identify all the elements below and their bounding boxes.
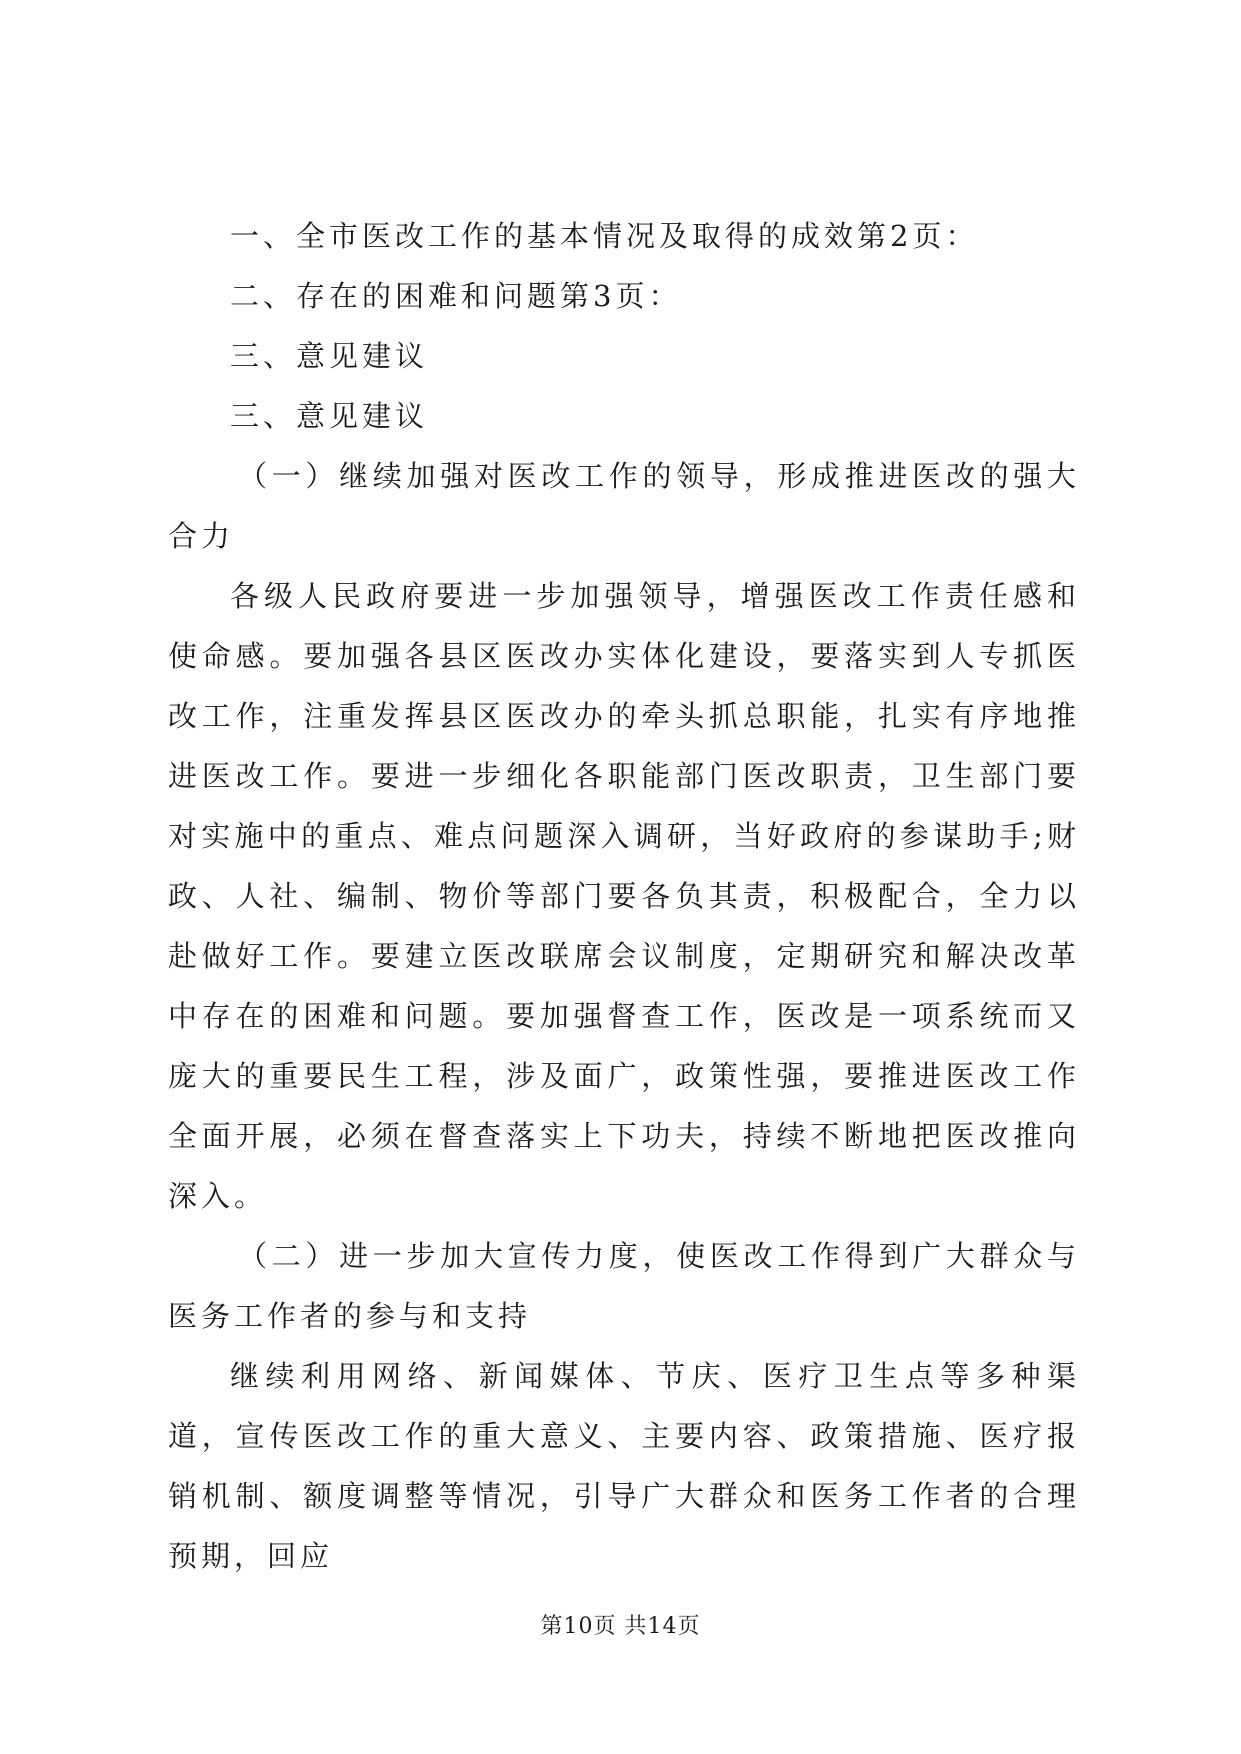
toc-item-3: 三、意见建议 [230,339,429,373]
page-footer: 第10页 共14页 [540,1614,701,1639]
section-heading-2: （二）进一步加大宣传力度，使医改工作得到广大群众与医务工作者的参与和支持 [168,1239,1080,1333]
toc-item-1: 一、全市医改工作的基本情况及取得的成效第2页： [230,219,979,253]
section-paragraph-2: 继续利用网络、新闻媒体、节庆、医疗卫生点等多种渠道，宣传医改工作的重大意义、主要内容、政策措施、医疗报销机制、额度调整等情况，引导广大群众和医务工作者的合理预期，回应 [168,1359,1080,1573]
toc-item-4: 三、意见建议 [230,399,429,433]
section-paragraph-1: 各级人民政府要进一步加强领导，增强医改工作责任感和使命感。要加强各县区医改办实体化建设，要落实到人专抓医改工作，注重发挥县区医改办的牵头抓总职能，扎实有序地推进医改工作。要进一步细化各职能部门医改职责，卫生部门要对实施中的重点、难点问题深入调研，当好政府的参谋助手;财政、人社、编制、物价等部门要各负其责，积极配合，全力以赴做好工作。要建立医改联席会议制度，定期研究和解决改革中存在的困难和问题。要加强督查工作，医改是一项系统而又庞大的重要民生工程，涉及面广，政策性强，要推进医改工作全面开展，必须在督查落实上下功夫，持续不断地把医改推向深入。 [168,579,1080,1213]
toc-item-2: 二、存在的困难和问题第3页： [230,279,682,313]
document-content [168,206,1080,1586]
section-heading-1: （一）继续加强对医改工作的领导，形成推进医改的强大合力 [168,459,1080,553]
